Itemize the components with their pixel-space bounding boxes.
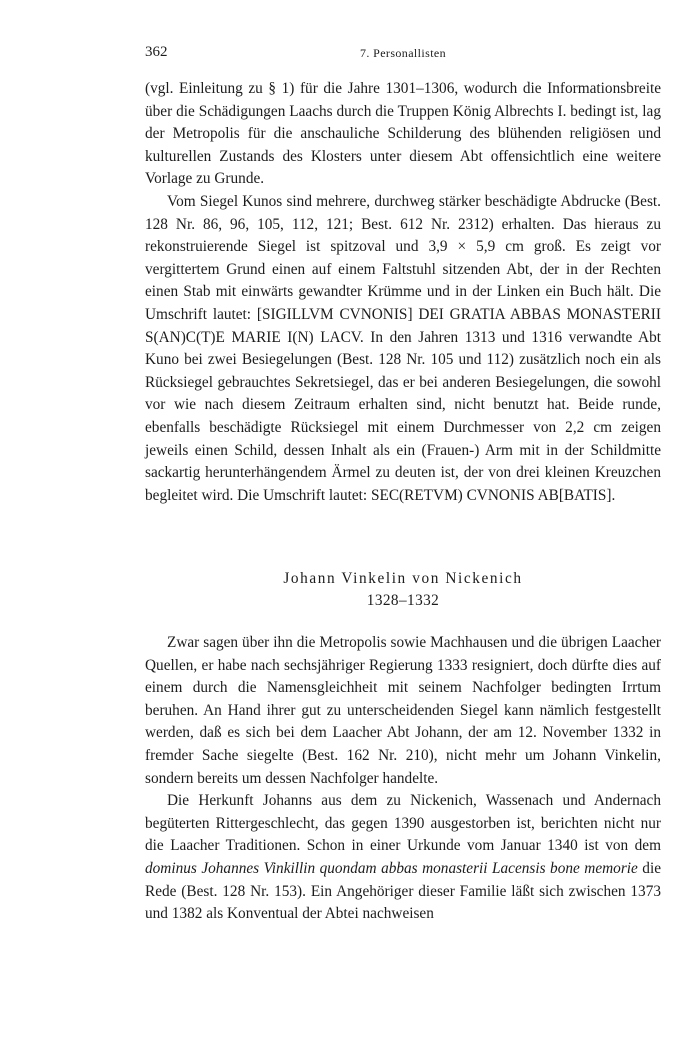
text-run: die Rede (Best. 128 Nr. 153). Ein Angehöriger dieser Familie läßt sich zwischen 1373 und 1382 als Konventual der Abtei nachweisen [145, 859, 661, 923]
section-heading-name: Johann Vinkelin von Nickenich [283, 570, 523, 587]
text-run: Die Herkunft Johanns aus dem zu Nickenich, Wassenach und Andernach begüterten Rittergeschlecht, das gegen 1390 ausgestorben ist, berichten nicht nur die Laacher Traditionen. Schon in einer Urkunde vom Januar 1340 ist von dem [145, 792, 661, 855]
paragraph: (vgl. Einleitung zu § 1) für die Jahre 1301–1306, wodurch die Informationsbreite über die Schädigungen Laachs durch die Truppen König Albrechts I. bedingt ist, lag der Metropolis für die anschauliche Schilderung des blühenden religiösen und kulturellen Zustands des Klosters unter diesem Abt offensichtlich eine weitere Vorlage zu Grunde. [145, 80, 661, 188]
section-heading-years: 1328–1332 [366, 592, 440, 609]
page-header [145, 44, 661, 66]
section-kuno-text [145, 78, 661, 507]
page-number: 362 [145, 44, 168, 60]
section-johann-text [145, 632, 661, 926]
paragraph [145, 790, 661, 926]
latin-quote: dominus Johannes Vinkillin quondam abbas monasterii Lacensis bone memorie [145, 859, 638, 877]
paragraph: Vom Siegel Kunos sind mehrere, durchweg stärker beschädigte Abdrucke (Best. 128 Nr. 86, 96, 105, 112, 121; Best. 612 Nr. 2312) erhalten. Das hieraus zu rekonstruierende Siegel ist spitzoval und 3,9 × 5,9 cm groß. Es zeigt vor vergittertem Grund einen auf einem Faltstuhl sitzenden Abt, der in der Rechten einen Stab mit einwärts gewandter Krümme und in der Linken ein Buch hält. Die Umschrift lautet: [SIGILLVM CVNONIS] DEI GRATIA ABBAS MONASTERII S(AN)C(T)E MARIE I(N) LACV. In den Jahren 1313 und 1316 verwandte Abt Kuno bei zwei Besiegelungen (Best. 128 Nr. 105 und 112) zusätzlich noch ein als Rücksiegel gebrauchtes Sekretsiegel, das er bei anderen Besiegelungen, die sowohl vor wie nach diesem Zeitraum erhalten sind, nicht benutzt hat. Beide runde, ebenfalls beschädigte Rücksiegel mit einem Durchmesser von 2,2 cm zeigen jeweils einen Schild, dessen Inhalt als ein (Frauen-) Arm mit in der Schildmitte sackartig herunterhängendem Ärmel zu deuten ist, der von drei kleinen Kreuzchen begleitet wird. Die Umschrift lautet: SEC(RETVM) CVNONIS AB[BATIS]. [145, 192, 661, 504]
running-head: 7. Personallisten [359, 46, 447, 60]
section-heading [145, 568, 661, 612]
paragraph: Zwar sagen über ihn die Metropolis sowie Machhausen und die übrigen Laacher Quellen, er habe nach sechsjähriger Regierung 1333 resigniert, doch dürfte dies auf einem durch die Namensgleichheit mit seinem Nachfolger bedingten Irrtum beruhen. An Hand ihrer gut zu unterscheidenden Siegel kann nämlich festgestellt werden, daß es sich bei dem Laacher Abt Johann, der am 12. November 1332 in fremder Sache siegelte (Best. 162 Nr. 210), nicht mehr um Johann Vinkelin, sondern bereits um dessen Nachfolger handelte. [145, 634, 661, 787]
